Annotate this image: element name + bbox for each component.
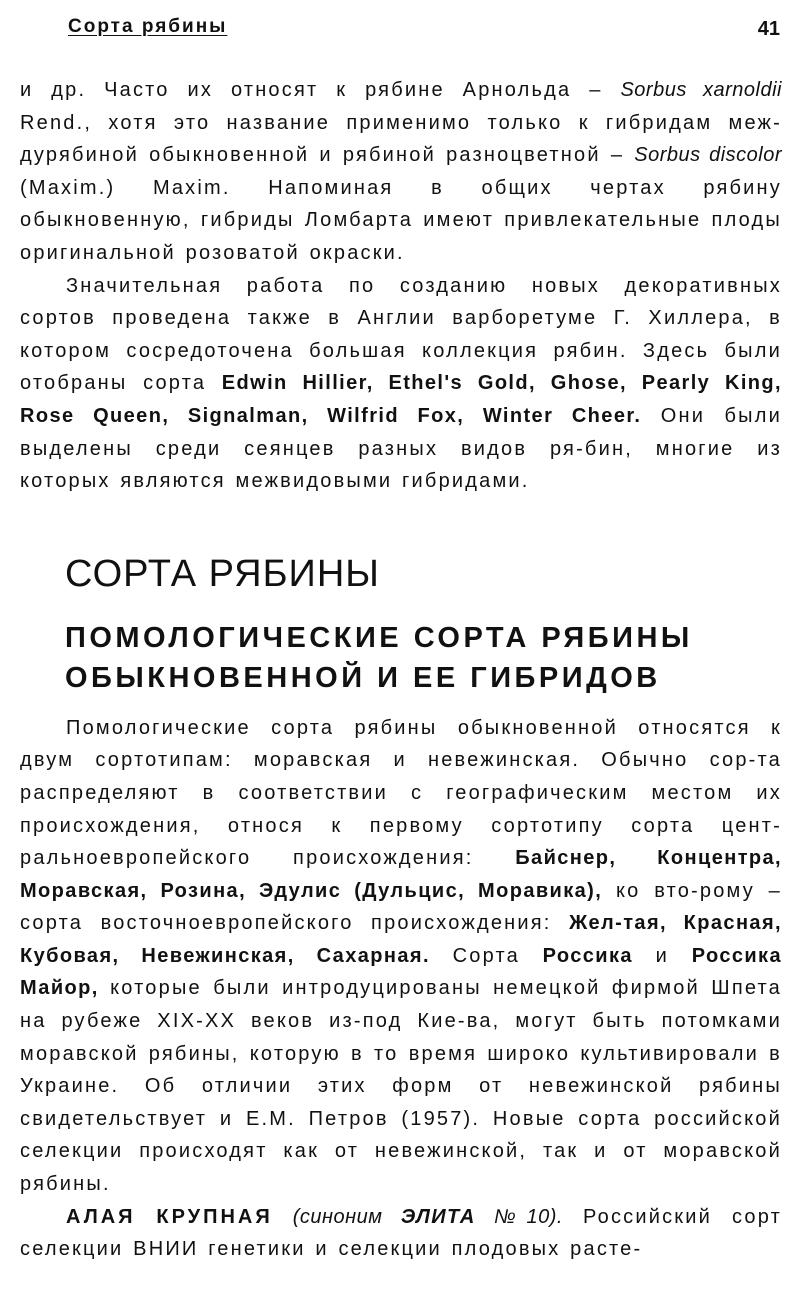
text-run: Помологические сорта рябины обыкновенной относятся к двум сортотипам: моравская и невежинская. Обычно сор-та распределяют в соответствии с географическим местом их происхождения, относя к первому сортотипу сорта цент-ральноевропейского происхождения: xyxy=(20,716,782,870)
cultivar-name: Россика Майор, xyxy=(20,944,782,1000)
text-run: Rend., хотя это название применимо только к гибридам меж-дурябиной обыкновенной и рябиной разноцветной – xyxy=(20,111,782,167)
page-body xyxy=(20,74,782,1266)
cultivar-list: Edwin Hillier, Ethel's Gold, Ghose, Pearly King, Rose Queen, Signalman, Wilfrid Fox, Winter Cheer. xyxy=(20,372,782,427)
paragraph-alaya-krupnaya xyxy=(20,1201,782,1266)
cultivar-name: Россика xyxy=(542,944,633,967)
paragraph-hybrids xyxy=(20,74,782,270)
latin-name: Sorbus xarnoldii xyxy=(620,79,782,101)
text-run: Сорта xyxy=(429,944,543,967)
paragraph-pomological xyxy=(20,712,782,1201)
subtitle-line: ПОМОЛОГИЧЕСКИЕ СОРТА РЯБИНЫ xyxy=(65,621,693,654)
subtitle-line: ОБЫКНОВЕННОЙ И ЕЕ ГИБРИДОВ xyxy=(65,661,661,694)
paragraph-england xyxy=(20,270,782,498)
text-run: и xyxy=(632,944,692,967)
cultivar-heading: АЛАЯ КРУПНАЯ xyxy=(66,1205,273,1228)
text-run: Значительная работа по созданию новых декоративных сортов проведена также в Англии варборетуме Г. Хиллера, в котором сосредоточена большая коллекция рябин. Здесь были отобраны сорта xyxy=(20,274,782,395)
cultivar-list: Байснер, Концентра, Моравская, Розина, Эдулис (Дульцис, Моравика), xyxy=(20,847,783,902)
synonym-name: ЭЛИТА xyxy=(400,1205,476,1228)
synonym-text: №10). xyxy=(475,1205,563,1228)
text-run: (Maxim.) Maxim. Напоминая в общих чертах рябину обыкновенную, гибриды Ломбарта имеют привлекательные плоды оригинальной розоватой окраски. xyxy=(20,176,782,264)
text-run: ко вто-рому – сорта восточноевропейского происхождения: xyxy=(20,879,782,935)
latin-name: Sorbus discolor xyxy=(634,144,782,167)
section-subtitle xyxy=(65,618,782,698)
text-run: и др. Часто их относят к рябине Арнольда – xyxy=(20,79,621,101)
synonym-text: (синоним xyxy=(292,1205,401,1228)
section-title: СОРТА РЯБИНЫ xyxy=(65,552,380,595)
text-run: Они были выделены среди сеянцев разных видов ря-бин, многие из которых являются межвидовыми гибридами. xyxy=(20,404,782,493)
text-run: Российский сорт селекции ВНИИ генетики и селекции плодовых расте- xyxy=(20,1205,782,1261)
text-run: которые были интродуцированы немецкой фирмой Шпета на рубеже XIX-XX веков из-под Кие-ва, могут быть потомками моравской рябины, которую в то время широко культивировали в Украине. Об отличии этих форм от невежинской рябины свидетельствует и Е.М. Петров (1957). Новые сорта российской селекции происходят как от невежинской, так и от моравской рябины. xyxy=(20,977,782,1196)
page-number: 41 xyxy=(757,18,780,40)
running-header-title: Сорта рябины xyxy=(68,16,228,37)
cultivar-list: Жел-тая, Красная, Кубовая, Невежинская, Сахарная. xyxy=(20,912,782,967)
